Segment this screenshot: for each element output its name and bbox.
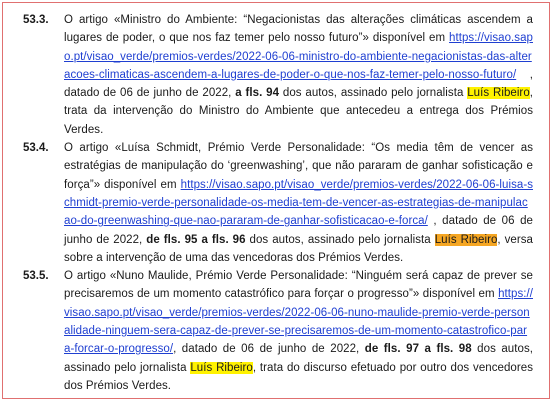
- article-link[interactable]: https://visao.sapo.pt/visao_verde/premios-verdes/2022-06-06-luisa-schmidt-premio-verde-personalidade-os-media-tem-de-vencer-as-estrategias-de-manipulacao-do-greenwashing-que-nao-pararam-de-ganhar-sofisticacao-e-forca/: [64, 178, 533, 228]
- item-number: 53.5.: [23, 270, 49, 283]
- text-segment: O artigo «Ministro do Ambiente: “Negacionistas das alterações climáticas ascendem a lugares de poder, o que nos faz temer pelo nosso futuro”» disponível em: [64, 14, 533, 45]
- document-body: [23, 11, 533, 395]
- list-item: [23, 267, 533, 395]
- text-segment: , datado de 06 de junho de 2022,: [64, 68, 533, 100]
- text-segment: dos autos, assinado pelo jornalista: [64, 343, 533, 374]
- text-segment: , versa sobre a intervenção de uma das vencedoras dos Prémios Verdes.: [64, 233, 533, 264]
- text-segment: O artigo «Luísa Schmidt, Prémio Verde Personalidade: “Os media têm de vencer as estratégias de manipulação do ‘greenwashing’, que não pararam de ganhar sofisticação e força”» disponível em: [64, 142, 533, 191]
- item-number: 53.4.: [23, 142, 49, 155]
- journalist-highlight: Luís Ribeiro: [434, 233, 498, 246]
- item-number: 53.3.: [23, 14, 49, 26]
- text-segment: , trata do discurso efetuado por outro dos vencedores dos Prémios Verdes.: [64, 361, 533, 392]
- text-segment: , trata da intervenção do Ministro do Ambiente que antecedeu a entrega dos Prémios Verdes.: [64, 87, 534, 136]
- document-frame: [2, 2, 550, 399]
- page-reference: de fls. 95 a fls. 96: [146, 233, 246, 246]
- journalist-highlight: Luís Ribeiro: [190, 361, 253, 374]
- list-item: [23, 11, 533, 139]
- page-reference: de fls. 97 a fls. 98: [364, 343, 472, 356]
- journalist-highlight: Luís Ribeiro: [467, 87, 530, 100]
- item-text: [64, 267, 533, 395]
- text-segment: O artigo «Nuno Maulide, Prémio Verde Personalidade: “Ninguém será capaz de prever se precisaremos de um momento catastrófico para forçar o progresso”» disponível em: [64, 270, 533, 301]
- item-text: [64, 11, 533, 139]
- page-reference: a fls. 94: [235, 87, 280, 100]
- item-text: [64, 139, 533, 267]
- text-segment: dos autos, assinado pelo jornalista: [245, 233, 435, 246]
- article-link[interactable]: https://visao.sapo.pt/visao_verde/premios-verdes/2022-06-06-nuno-maulide-premio-verde-personalidade-ninguem-sera-capaz-de-prever-se-precisaremos-de-um-momento-catastrofico-para-forcar-o-progresso/: [64, 288, 533, 356]
- text-segment: dos autos, assinado pelo jornalista: [279, 87, 468, 100]
- list-item: [23, 139, 533, 267]
- text-segment: , datado de 06 de junho de 2022,: [173, 343, 365, 356]
- article-link[interactable]: https://visao.sapo.pt/visao_verde/premios-verdes/2022-06-06-ministro-do-ambiente-negacionistas-das-alteracoes-climaticas-ascendem-a-lugares-de-poder-o-que-nos-faz-temer-pelo-nosso-futuro/: [64, 32, 533, 81]
- text-segment: , datado de 06 de junho de 2022,: [64, 215, 533, 246]
